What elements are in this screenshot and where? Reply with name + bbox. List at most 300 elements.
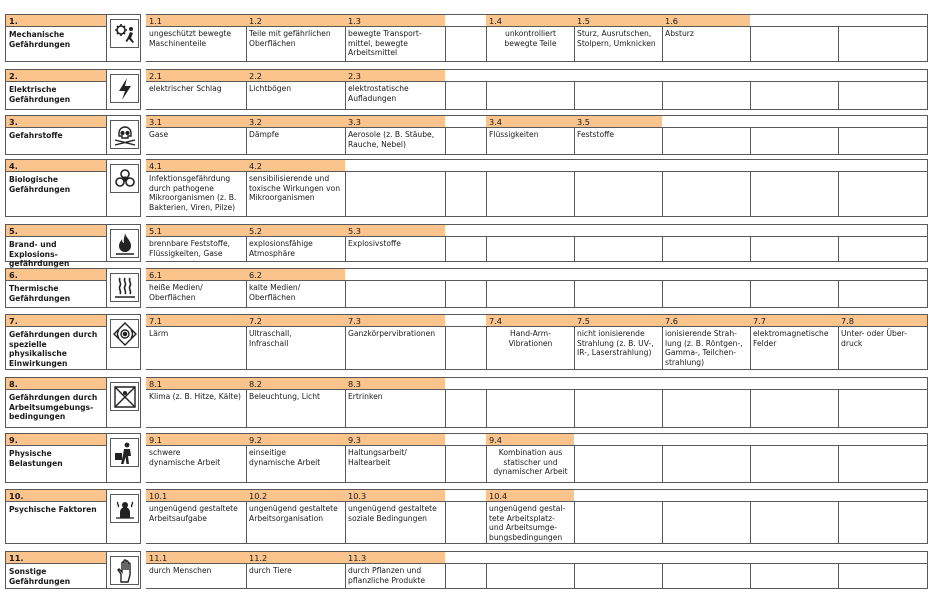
item-number: 6.2 [246, 268, 346, 281]
empty-cell [750, 281, 839, 308]
item-number: 3.4 [486, 115, 575, 128]
item-number: 5.2 [246, 224, 346, 237]
item-number: 2.2 [246, 69, 346, 82]
item-number [750, 69, 839, 82]
stress-icon [110, 494, 139, 523]
group-title [5, 281, 107, 308]
group-number: 4. [5, 159, 107, 172]
toxic-skull-icon [110, 120, 139, 149]
item-number: 8.3 [345, 377, 446, 390]
item-number [486, 268, 575, 281]
climate-icon [110, 382, 139, 411]
hazard-item-text: Klima (z. B. Hitze, Kälte) [149, 392, 241, 401]
item-number [574, 551, 663, 564]
item-number [445, 14, 487, 27]
hazard-item-text: Ultraschall, Infraschall [249, 329, 292, 348]
group-title-text: Sonstige Gefährdungen [9, 567, 71, 586]
hazard-item [246, 564, 346, 589]
empty-cell [662, 172, 751, 217]
empty-cell [662, 564, 751, 589]
item-number: 7.5 [574, 314, 663, 327]
item-number: 9.3 [345, 433, 446, 446]
hazard-item [146, 237, 247, 262]
hazard-item [574, 128, 663, 155]
group-title-text: Thermische Gefährdungen [9, 284, 71, 303]
empty-cell [750, 82, 839, 110]
empty-cell [345, 172, 446, 217]
group-title-text: Gefährdungen durch Arbeitsumgebungs- bedingungen [9, 393, 98, 422]
item-number [838, 115, 928, 128]
hazard-item [662, 27, 751, 62]
item-number: 6.1 [146, 268, 247, 281]
item-number [750, 551, 839, 564]
radiation-icon [110, 319, 139, 348]
hazard-item [486, 128, 575, 155]
empty-cell [662, 128, 751, 155]
item-number: 1.6 [662, 14, 751, 27]
item-number: 1.2 [246, 14, 346, 27]
empty-cell [662, 82, 751, 110]
hazard-item-text: elektromagnetische Felder [753, 329, 829, 348]
hazard-item-text: Haltungsarbeit/ Haltearbeit [348, 448, 407, 467]
hazard-group-3 [5, 115, 927, 155]
hazard-item [486, 502, 575, 544]
hazard-item-text: Hand-Arm- Vibrationen [508, 329, 553, 348]
item-number: 10.1 [146, 489, 247, 502]
item-number [662, 159, 751, 172]
hazard-item-text: heiße Medien/ Oberflächen [149, 283, 203, 302]
hazard-item [345, 82, 446, 110]
item-number [445, 268, 487, 281]
empty-cell [445, 564, 487, 589]
hazard-item [146, 390, 247, 428]
hazard-item [246, 128, 346, 155]
hazard-item [345, 327, 446, 370]
empty-cell [750, 390, 839, 428]
hazard-group-8 [5, 377, 927, 428]
item-number [662, 377, 751, 390]
empty-cell [838, 281, 928, 308]
item-number [445, 115, 487, 128]
group-title [5, 172, 107, 217]
empty-cell [838, 237, 928, 262]
hazard-item-text: Explosivstoffe [348, 239, 401, 248]
group-title [5, 564, 107, 589]
icon-frame [106, 268, 141, 308]
item-number [750, 14, 839, 27]
empty-cell [445, 502, 487, 544]
group-number: 5. [5, 224, 107, 237]
item-number: 7.3 [345, 314, 446, 327]
biohazard-icon [110, 164, 139, 193]
item-number [574, 268, 663, 281]
item-number [750, 377, 839, 390]
icon-frame [106, 433, 141, 483]
hazard-item [146, 128, 247, 155]
hazard-item [246, 237, 346, 262]
hazard-item-text: Beleuchtung, Licht [249, 392, 321, 401]
group-number: 8. [5, 377, 107, 390]
flame-icon [110, 229, 139, 258]
hazard-group-4 [5, 159, 927, 217]
empty-cell [838, 27, 928, 62]
hazard-item-text: bewegte Transport- mittel, bewegte Arbeitsmittel [348, 29, 422, 58]
item-number: 10.4 [486, 489, 575, 502]
item-number [838, 551, 928, 564]
empty-cell [574, 281, 663, 308]
item-number [838, 268, 928, 281]
hazard-item-text: Sturz, Ausrutschen, Stolpern, Umknicken [577, 29, 656, 48]
empty-cell [838, 564, 928, 589]
group-title-text: Brand- und Explosions- gefährdungen [9, 240, 70, 269]
group-number: 6. [5, 268, 107, 281]
group-number: 11. [5, 551, 107, 564]
group-title [5, 502, 107, 544]
group-title [5, 128, 107, 155]
hazard-group-5 [5, 224, 927, 269]
item-number [750, 433, 839, 446]
empty-cell [574, 172, 663, 217]
hazard-item [246, 281, 346, 308]
hazard-item [486, 27, 575, 62]
item-number: 11.3 [345, 551, 446, 564]
empty-cell [486, 390, 575, 428]
hazard-item-text: ungenügend gestaltete soziale Bedingungen [348, 504, 437, 523]
hazard-item [146, 327, 247, 370]
item-number [750, 115, 839, 128]
hazard-item [146, 502, 247, 544]
item-number [345, 268, 446, 281]
hazard-item-text: kalte Medien/ Oberflächen [249, 283, 301, 302]
item-number: 4.1 [146, 159, 247, 172]
group-title-text: Psychische Faktoren [9, 505, 97, 514]
icon-frame [106, 115, 141, 155]
item-number [574, 377, 663, 390]
hazard-group-11 [5, 551, 927, 589]
item-number [445, 314, 487, 327]
hazard-item [838, 327, 928, 370]
hazard-item-text: unkontrolliert bewegte Teile [504, 29, 557, 48]
item-number [486, 377, 575, 390]
item-number [486, 224, 575, 237]
group-title [5, 27, 107, 62]
group-title [5, 390, 107, 428]
group-title-text: Gefährdungen durch spezielle physikalische Einwirkungen [9, 330, 98, 368]
hazard-item-text: brennbare Feststoffe, Flüssigkeiten, Gase [149, 239, 231, 258]
item-number: 7.6 [662, 314, 751, 327]
empty-cell [838, 82, 928, 110]
empty-cell [662, 390, 751, 428]
item-number [574, 159, 663, 172]
hazard-item-text: Flüssigkeiten [489, 130, 539, 139]
hazard-item [574, 327, 663, 370]
hazard-item-text: Dämpfe [249, 130, 280, 139]
hazard-item-text: Lärm [149, 329, 169, 338]
item-number: 3.3 [345, 115, 446, 128]
item-number: 5.3 [345, 224, 446, 237]
item-number: 2.3 [345, 69, 446, 82]
hazard-item [486, 446, 575, 483]
icon-frame [106, 14, 141, 62]
hazard-item-text: ungenügend gestal- tete Arbeitsplatz- und Arbeitsumge- bungsbedingungen [489, 504, 566, 542]
item-number: 3.5 [574, 115, 663, 128]
empty-cell [445, 172, 487, 217]
group-number: 9. [5, 433, 107, 446]
hazard-group-9 [5, 433, 927, 483]
item-number [574, 489, 663, 502]
item-number [838, 159, 928, 172]
empty-cell [486, 82, 575, 110]
empty-cell [445, 446, 487, 483]
empty-cell [662, 281, 751, 308]
item-number: 1.1 [146, 14, 247, 27]
item-number [574, 433, 663, 446]
item-number [445, 433, 487, 446]
group-number: 10. [5, 489, 107, 502]
hazard-item-text: Unter- oder Über- druck [841, 329, 907, 348]
group-number: 3. [5, 115, 107, 128]
hazard-item [345, 128, 446, 155]
group-number: 7. [5, 314, 107, 327]
group-title [5, 446, 107, 483]
hazard-item [345, 390, 446, 428]
group-title-text: Biologische Gefährdungen [9, 175, 71, 194]
item-number: 9.4 [486, 433, 575, 446]
empty-cell [445, 128, 487, 155]
empty-cell [838, 446, 928, 483]
hazard-item-text: durch Tiere [249, 566, 292, 575]
item-number [574, 69, 663, 82]
mechanical-hazard-icon [110, 19, 139, 48]
hazard-item [146, 82, 247, 110]
hazard-item-text: sensibilisierende und toxische Wirkungen von Mikroorganismen [249, 174, 341, 203]
empty-cell [574, 564, 663, 589]
hazard-item-text: elektrischer Schlag [149, 84, 222, 93]
item-number [662, 115, 751, 128]
item-number: 7.2 [246, 314, 346, 327]
icon-frame [106, 69, 141, 110]
hazard-item-text: Aerosole (z. B. Stäube, Rauche, Nebel) [348, 130, 435, 149]
hazard-item-text: Lichtbögen [249, 84, 292, 93]
item-number: 2.1 [146, 69, 247, 82]
hazard-item-text: elektrostatische Aufladungen [348, 84, 409, 103]
item-number: 9.1 [146, 433, 247, 446]
empty-cell [574, 82, 663, 110]
hazard-item [246, 27, 346, 62]
item-number [445, 224, 487, 237]
item-number: 7.1 [146, 314, 247, 327]
item-number [486, 69, 575, 82]
lifting-load-icon [110, 438, 139, 467]
item-number [445, 69, 487, 82]
hazard-item-text: ionisierende Strah- lung (z. B. Röntgen-, Gamma-, Teilchen- strahlung) [665, 329, 743, 367]
empty-cell [838, 502, 928, 544]
empty-cell [750, 446, 839, 483]
hazard-item [146, 564, 247, 589]
hazard-item-text: durch Pflanzen und pflanzliche Produkte [348, 566, 426, 585]
hazard-item [246, 390, 346, 428]
item-number [838, 69, 928, 82]
empty-cell [574, 237, 663, 262]
item-number: 5.1 [146, 224, 247, 237]
group-title-text: Physische Belastungen [9, 449, 63, 468]
empty-cell [662, 502, 751, 544]
item-number: 8.1 [146, 377, 247, 390]
empty-cell [662, 446, 751, 483]
empty-cell [750, 27, 839, 62]
hazard-item-text: Teile mit gefährlichen Oberflächen [249, 29, 331, 48]
empty-cell [750, 502, 839, 544]
item-number: 1.4 [486, 14, 575, 27]
hazard-item-text: ungenügend gestaltete Arbeitsorganisation [249, 504, 338, 523]
item-number: 1.3 [345, 14, 446, 27]
hazard-item [246, 446, 346, 483]
group-number: 2. [5, 69, 107, 82]
hazard-item-text: schwere dynamische Arbeit [149, 448, 221, 467]
item-number: 11.1 [146, 551, 247, 564]
glove-icon [110, 556, 139, 585]
hazard-item [246, 327, 346, 370]
empty-cell [574, 390, 663, 428]
empty-cell [345, 281, 446, 308]
hazard-item-text: Feststoffe [577, 130, 615, 139]
hazard-item-text: ungeschützt bewegte Maschinenteile [149, 29, 232, 48]
item-number [750, 224, 839, 237]
item-number: 8.2 [246, 377, 346, 390]
hazard-item-text: Kombination aus statischer und dynamischer Arbeit [493, 448, 568, 477]
hazard-item [345, 446, 446, 483]
group-number: 1. [5, 14, 107, 27]
group-title [5, 327, 107, 370]
group-title-text: Mechanische Gefährdungen [9, 30, 71, 49]
hazard-item-text: Gase [149, 130, 169, 139]
item-number [750, 159, 839, 172]
empty-cell [486, 281, 575, 308]
hazard-item-text: durch Menschen [149, 566, 212, 575]
icon-frame [106, 224, 141, 262]
empty-cell [750, 564, 839, 589]
group-title-text: Gefahrstoffe [9, 131, 63, 140]
icon-frame [106, 489, 141, 544]
empty-cell [445, 82, 487, 110]
hazard-item-text: explosionsfähige Atmosphäre [249, 239, 313, 258]
item-number [662, 69, 751, 82]
empty-cell [750, 172, 839, 217]
item-number [838, 433, 928, 446]
item-number: 7.8 [838, 314, 928, 327]
empty-cell [838, 172, 928, 217]
item-number: 3.1 [146, 115, 247, 128]
item-number [574, 224, 663, 237]
item-number [750, 268, 839, 281]
electrical-hazard-icon [110, 74, 139, 103]
hazard-group-7 [5, 314, 927, 370]
item-number [838, 489, 928, 502]
empty-cell [838, 128, 928, 155]
item-number [662, 224, 751, 237]
hot-surface-icon [110, 273, 139, 302]
item-number [662, 433, 751, 446]
empty-cell [750, 237, 839, 262]
item-number [662, 268, 751, 281]
item-number [445, 489, 487, 502]
empty-cell [486, 172, 575, 217]
empty-cell [445, 237, 487, 262]
hazard-item-text: einseitige dynamische Arbeit [249, 448, 321, 467]
item-number [486, 159, 575, 172]
icon-frame [106, 314, 141, 370]
item-number [838, 14, 928, 27]
item-number [662, 551, 751, 564]
hazard-item [246, 502, 346, 544]
empty-cell [486, 564, 575, 589]
hazard-item-text: Infektionsgefährdung durch pathogene Mikroorganismen (z. B. Bakterien, Viren, Pilze) [149, 174, 237, 212]
hazard-item-text: nicht ionisierende Strahlung (z. B. UV-, IR-, Laserstrahlung) [577, 329, 654, 358]
hazard-item [345, 564, 446, 589]
empty-cell [574, 446, 663, 483]
item-number: 7.4 [486, 314, 575, 327]
item-number [662, 489, 751, 502]
empty-cell [838, 390, 928, 428]
icon-frame [106, 377, 141, 428]
empty-cell [486, 237, 575, 262]
item-number [445, 551, 487, 564]
hazard-item [246, 82, 346, 110]
group-title-text: Elektrische Gefährdungen [9, 85, 71, 104]
empty-cell [662, 237, 751, 262]
item-number [838, 224, 928, 237]
hazard-item [146, 446, 247, 483]
hazard-item [146, 281, 247, 308]
item-number: 10.2 [246, 489, 346, 502]
hazard-group-6 [5, 268, 927, 308]
empty-cell [750, 128, 839, 155]
item-number: 9.2 [246, 433, 346, 446]
hazard-item-text: ungenügend gestaltete Arbeitsaufgabe [149, 504, 238, 523]
hazard-item [345, 237, 446, 262]
hazard-item [486, 327, 575, 370]
hazard-item [662, 327, 751, 370]
empty-cell [445, 281, 487, 308]
empty-cell [445, 327, 487, 370]
item-number: 3.2 [246, 115, 346, 128]
item-number: 11.2 [246, 551, 346, 564]
hazard-item [246, 172, 346, 217]
item-number [750, 489, 839, 502]
hazard-group-1 [5, 14, 927, 62]
hazard-item [345, 502, 446, 544]
icon-frame [106, 551, 141, 589]
empty-cell [445, 27, 487, 62]
hazard-item [345, 27, 446, 62]
hazard-item [574, 27, 663, 62]
icon-frame [106, 159, 141, 217]
item-number: 7.7 [750, 314, 839, 327]
item-number: 1.5 [574, 14, 663, 27]
item-number [838, 377, 928, 390]
hazard-item [146, 172, 247, 217]
item-number: 10.3 [345, 489, 446, 502]
item-number [345, 159, 446, 172]
group-title [5, 82, 107, 110]
hazard-group-2 [5, 69, 927, 110]
hazard-item-text: Ertrinken [348, 392, 383, 401]
hazard-item-text: Absturz [665, 29, 694, 38]
item-number [486, 551, 575, 564]
empty-cell [445, 390, 487, 428]
hazard-item-text: Ganzkörpervibrationen [348, 329, 436, 338]
empty-cell [574, 502, 663, 544]
